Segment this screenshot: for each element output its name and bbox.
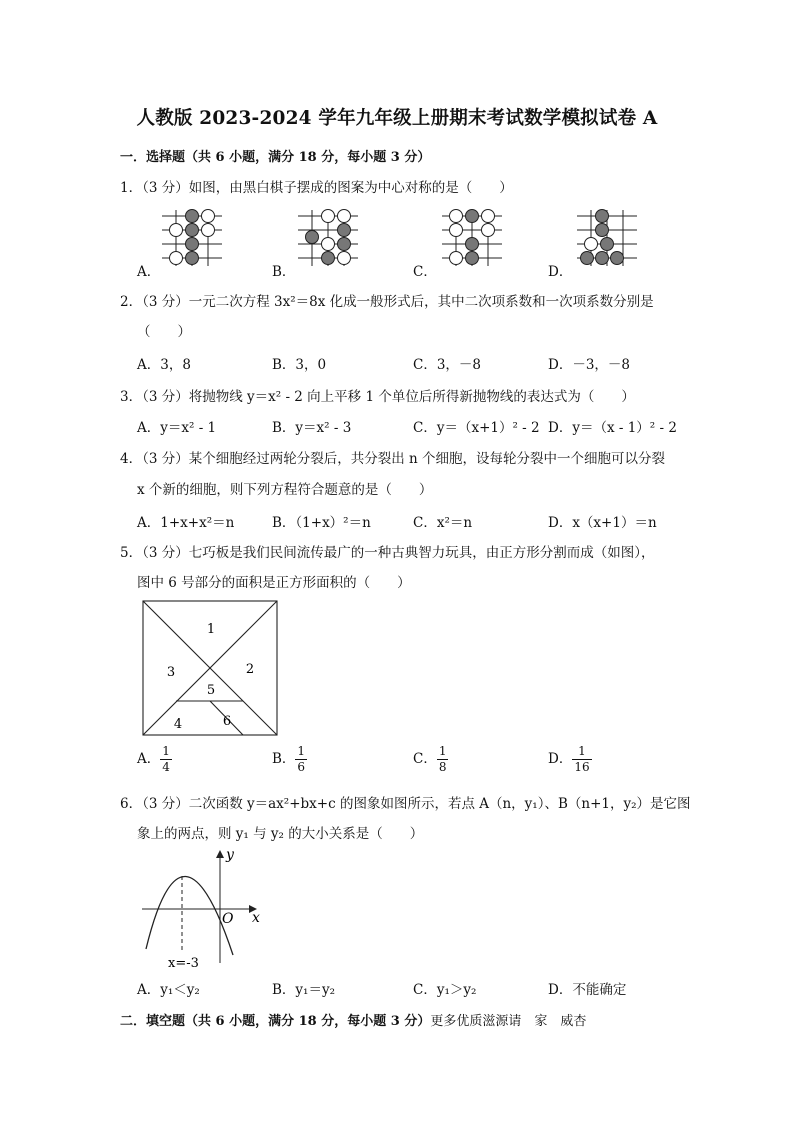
black-stone — [466, 210, 479, 223]
question-4-text-cont: x 个新的细胞，则下列方程符合题意的是（ ） — [137, 482, 433, 498]
white-stone — [202, 210, 215, 223]
origin-label: O — [222, 911, 234, 927]
white-stone — [338, 210, 351, 223]
q6-option-b: B．y₁＝y₂ — [272, 982, 335, 998]
q1-option-d-figure — [573, 208, 643, 268]
q2-option-c: C．3，－8 — [413, 357, 482, 373]
q6-option-d: D．不能确定 — [548, 982, 627, 998]
q3-option-b: B．y＝x² - 3 — [272, 420, 352, 436]
q1-option-a-figure — [158, 208, 228, 268]
q1-option-b: B． — [272, 264, 296, 280]
question-5-text-cont: 图中 6 号部分的面积是正方形面积的（ ） — [137, 575, 411, 591]
white-stone — [170, 224, 183, 237]
white-stone — [170, 252, 183, 265]
page-title: 人教版 2023-2024 学年九年级上册期末考试数学模拟试卷 A — [136, 108, 658, 129]
q4-option-c: C．x²＝n — [413, 515, 473, 531]
q2-option-d: D．－3，－8 — [548, 357, 631, 373]
question-3-text: 3．（3 分）将抛物线 y＝x² - 2 向上平移 1 个单位后所得新抛物线的表达式为（ ） — [120, 389, 635, 405]
black-stone — [186, 210, 199, 223]
q6-option-a: A．y₁＜y₂ — [137, 982, 200, 998]
tangram-label-6: 6 — [222, 714, 232, 729]
q3-option-d: D．y＝（x - 1）² - 2 — [548, 420, 677, 436]
black-stone — [322, 252, 335, 265]
q6-option-c: C．y₁＞y₂ — [413, 982, 477, 998]
black-stone — [466, 238, 479, 251]
q4-option-a: A．1+x+x²＝n — [137, 515, 235, 531]
tangram-label-4: 4 — [173, 717, 183, 732]
q2-option-b: B．3，0 — [272, 357, 327, 373]
white-stone — [482, 224, 495, 237]
q1-option-a: A． — [137, 264, 161, 280]
q4-option-d: D．x（x+1）＝n — [548, 515, 657, 531]
section-1-header: 一．选择题（共 6 小题，满分 18 分，每小题 3 分） — [120, 150, 431, 165]
q4-option-b: B．（1+x）²＝n — [272, 515, 371, 531]
q5-option-a: A． $\frac{1}{4}$ — [137, 744, 170, 774]
q3-option-c: C．y＝（x+1）² - 2 — [413, 420, 540, 436]
section-2-header-line — [120, 1010, 586, 1029]
white-stone — [202, 224, 215, 237]
black-stone — [186, 252, 199, 265]
watermark-text: 更多优质滋源请 家 威杏 — [430, 1014, 587, 1029]
x-axis-label: x — [252, 910, 260, 926]
black-stone — [596, 210, 609, 223]
tangram-label-3: 3 — [166, 665, 176, 680]
black-stone — [186, 238, 199, 251]
white-stone — [322, 238, 335, 251]
white-stone — [338, 252, 351, 265]
q5-option-b: B． $\frac{1}{6}$ — [272, 744, 306, 774]
q1-option-c-figure — [438, 208, 508, 268]
section-2-header: 二．填空题（共 6 小题，满分 18 分，每小题 3 分） — [120, 1014, 431, 1029]
q5-option-d: D． $\frac{1}{16}$ — [548, 744, 590, 774]
tangram-label-2: 2 — [245, 662, 255, 677]
black-stone — [581, 252, 594, 265]
question-2-text-cont: （ ） — [137, 324, 191, 340]
white-stone — [585, 238, 598, 251]
tangram-label-5: 5 — [206, 683, 216, 698]
black-stone — [466, 252, 479, 265]
tangram-figure — [141, 600, 281, 738]
black-stone — [601, 238, 614, 251]
parabola-graph — [138, 843, 273, 971]
q2-option-a: A．3，8 — [137, 357, 191, 373]
white-stone — [450, 224, 463, 237]
q1-option-c: C． — [413, 264, 437, 280]
white-stone — [450, 210, 463, 223]
black-stone — [596, 224, 609, 237]
question-6-text-cont: 象上的两点，则 y₁ 与 y₂ 的大小关系是（ ） — [137, 826, 424, 842]
symmetry-label: x=-3 — [168, 956, 199, 971]
white-stone — [482, 210, 495, 223]
black-stone — [186, 224, 199, 237]
question-4-text: 4．（3 分）某个细胞经过两轮分裂后，共分裂出 n 个细胞，设每轮分裂中一个细胞可以分裂 — [120, 451, 665, 467]
black-stone — [338, 224, 351, 237]
white-stone — [322, 210, 335, 223]
question-5-text: 5．（3 分）七巧板是我们民间流传最广的一种古典智力玩具，由正方形分割而成（如图）， — [120, 545, 655, 561]
black-stone — [596, 252, 609, 265]
question-1-text: 1．（3 分）如图，由黑白棋子摆成的图案为中心对称的是（ ） — [120, 180, 513, 196]
question-2-text: 2．（3 分）一元二次方程 3x²＝8x 化成一般形式后，其中二次项系数和一次项系数分别是 — [120, 294, 654, 310]
question-6-text: 6．（3 分）二次函数 y＝ax²+bx+c 的图象如图所示，若点 A（n，y₁）、B（n+1，y₂）是它图 — [120, 796, 691, 812]
q1-option-d: D． — [548, 264, 573, 280]
tangram-label-1: 1 — [206, 622, 216, 637]
black-stone — [611, 252, 624, 265]
q1-option-b-figure — [294, 208, 364, 268]
black-stone — [338, 238, 351, 251]
white-stone — [450, 252, 463, 265]
black-stone — [306, 231, 319, 244]
q3-option-a: A．y＝x² - 1 — [137, 420, 217, 436]
q5-option-c: C． $\frac{1}{8}$ — [413, 744, 447, 774]
y-axis-label: y — [226, 847, 234, 863]
